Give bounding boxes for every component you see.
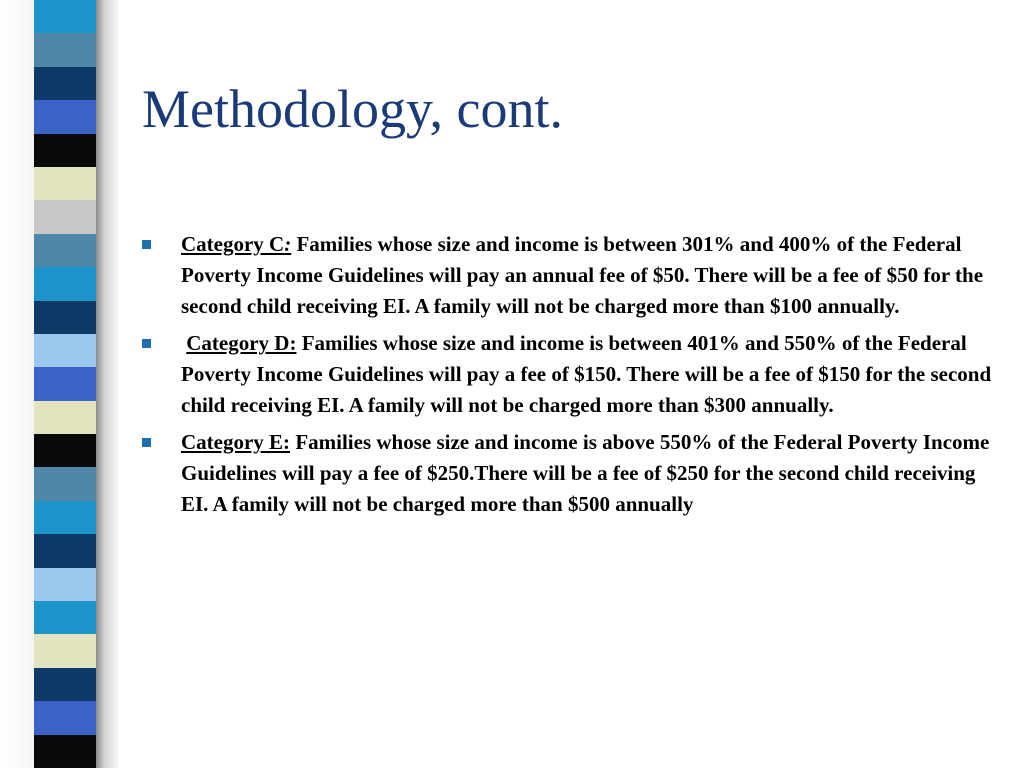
stripe-segment (34, 33, 96, 66)
stripe-segment (34, 501, 96, 534)
stripe-segment (34, 534, 96, 567)
decorative-stripe-bar (0, 0, 118, 768)
bullet-list (138, 229, 998, 526)
bullet-category-d (138, 328, 998, 421)
stripe-segment (34, 301, 96, 334)
stripe-segment (34, 0, 96, 33)
stripe-segment (34, 735, 96, 768)
bullet-category-c (138, 229, 998, 322)
square-bullet-icon (142, 240, 151, 249)
stripe-segment (34, 367, 96, 400)
category-d-label: Category D: (186, 331, 297, 355)
stripe-segment (34, 434, 96, 467)
stripe-segment (34, 401, 96, 434)
category-c-colon: : (284, 232, 292, 256)
stripe-segment (34, 134, 96, 167)
stripe-segment (34, 634, 96, 667)
stripe-segment (34, 100, 96, 133)
stripe-column (34, 0, 96, 768)
stripe-segment (34, 67, 96, 100)
stripe-segment (34, 601, 96, 634)
stripe-segment (34, 568, 96, 601)
category-c-text: Families whose size and income is between 301% and 400% of the Federal Poverty Income Guidelines will pay an annual fee of $50. There will be a fee of $50 for the second child receiving EI. A family will not be charged more than $100 annually. (181, 232, 984, 318)
square-bullet-icon (142, 438, 151, 447)
stripe-segment (34, 467, 96, 500)
slide-title: Methodology, cont. (142, 79, 563, 139)
category-e-label: Category E: (181, 430, 291, 454)
category-e-text: Families whose size and income is above 550% of the Federal Poverty Income Guidelines will pay a fee of $250.There will be a fee of $250 for the second child receiving EI. A family will not be charged more than $500 annually (181, 430, 990, 516)
stripe-segment (34, 200, 96, 233)
category-c-label: Category C (181, 232, 285, 256)
category-d-text: Families whose size and income is between 401% and 550% of the Federal Poverty Income Guidelines will pay a fee of $150. There will be a fee of $150 for the second child receiving EI. A family will not be charged more than $300 annually. (181, 331, 992, 417)
stripe-segment (34, 668, 96, 701)
square-bullet-icon (142, 339, 151, 348)
stripe-segment (34, 267, 96, 300)
stripe-bar-edge (0, 0, 34, 768)
stripe-segment (34, 167, 96, 200)
bullet-category-e (138, 427, 998, 520)
stripe-segment (34, 334, 96, 367)
stripe-segment (34, 701, 96, 734)
stripe-segment (34, 234, 96, 267)
stripe-shadow (96, 0, 118, 768)
